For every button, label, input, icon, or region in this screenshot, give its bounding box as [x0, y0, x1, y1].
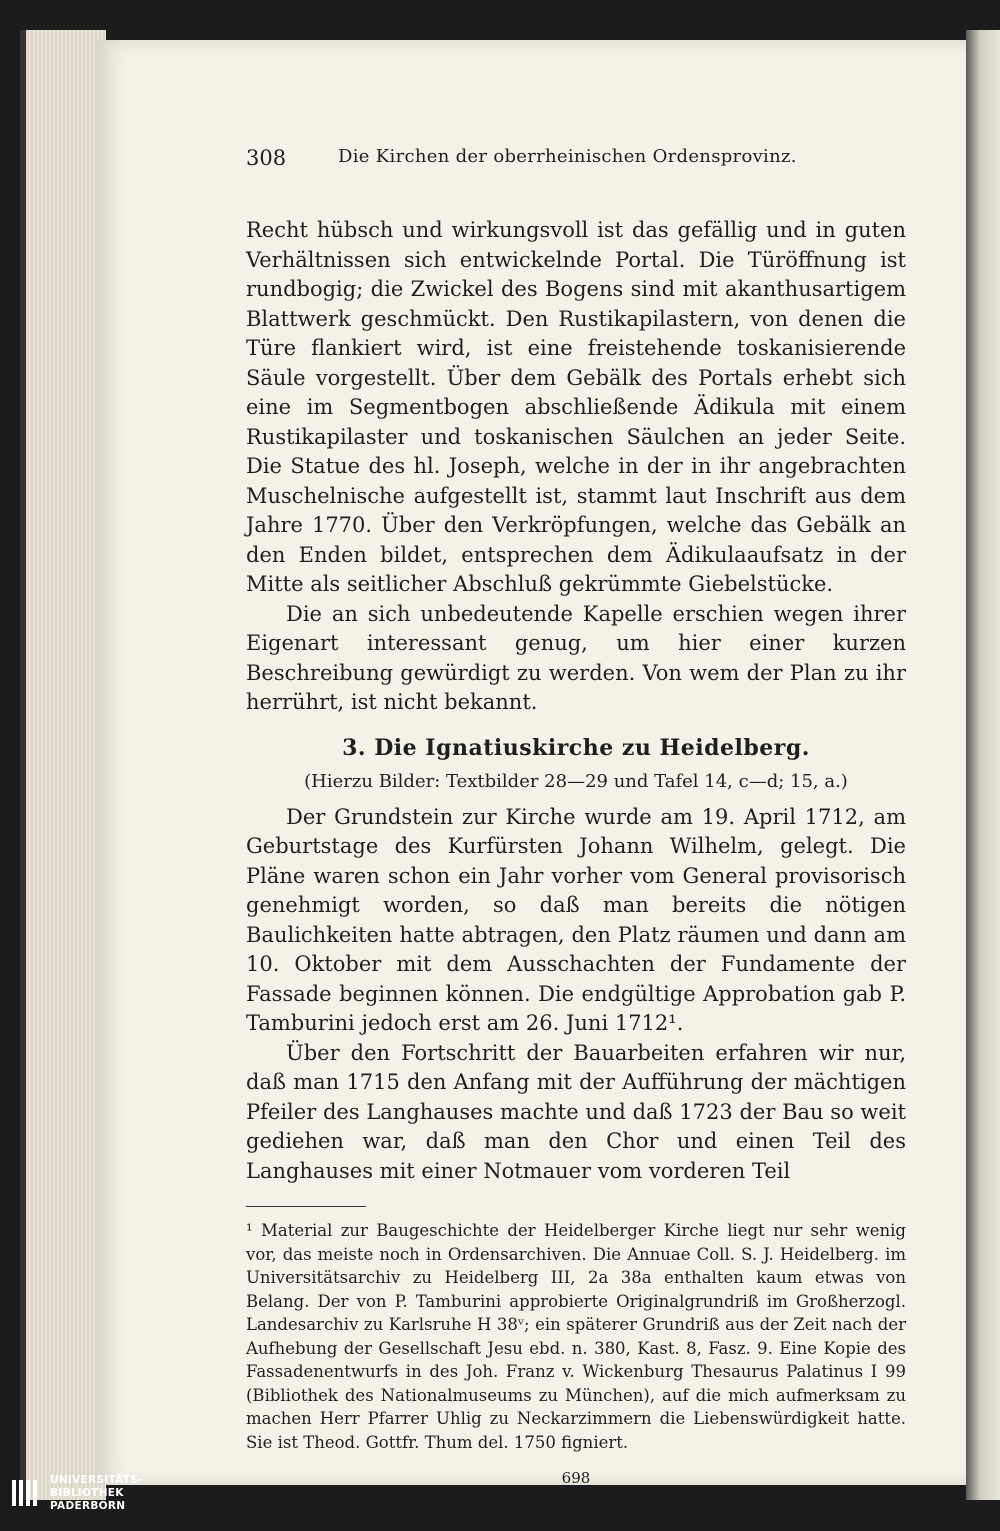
library-logo — [6, 1468, 146, 1526]
book-page-edges — [20, 30, 106, 1500]
paragraph: Der Grundstein zur Kirche wurde am 19. April 1712, am Geburtstage des Kurfürsten Johann Wilhelm, gelegt. Die Pläne waren schon ein Jahr vorher vom General provisorisch genehmigt worden, so daß man bereits die nötigen Baulichkeiten hatte abtragen, den Platz räumen und dann am 10. Oktober mit dem Ausschachten der Fundamente der Fassade beginnen können. Die endgültige Approbation gab P. Tamburini jedoch erst am 26. Juni 1712¹. — [246, 804, 906, 1035]
running-head — [246, 144, 906, 174]
page-number: 308 — [246, 146, 287, 170]
footnote-rule — [246, 1206, 366, 1207]
next-page-edge — [966, 30, 1000, 1500]
footnote: ¹ Material zur Baugeschichte der Heidelberger Kirche liegt nur sehr wenig vor, das meiste noch in Ordensarchiven. Die Annuae Coll. S. J. Heidelberg. im Universitätsarchiv zu Heidelberg III, 2a 38a enthalten kaum etwas von Belang. Der von P. Tamburini approbierte Originalgrundriß im Großherzogl. Landesarchiv zu Karlsruhe H 38ᵛ; ein späterer Grundriß aus der Zeit nach der Aufhebung der Gesellschaft Jesu ebd. n. 380, Kast. 8, Fasz. 9. Eine Kopie des Fassadenentwurfs in des Joh. Franz v. Wickenburg Thesaurus Palatinus I 99 (Bibliothek des Nationalmuseums zu München), auf die mich aufmerksam zu machen Herr Pfarrer Uhlig zu Neckarzimmern die Liebenswürdigkeit hatte. Sie ist Theod. Gottfr. Thum del. 1750 figniert. — [246, 1221, 906, 1452]
logo-line: BIBLIOTHEK — [50, 1487, 124, 1499]
book-page — [96, 40, 970, 1485]
library-logo-text — [50, 1474, 143, 1513]
logo-line: UNIVERSITÄTS- — [50, 1474, 143, 1486]
paragraph: Recht hübsch und wirkungsvoll ist das gefällig und in guten Verhältnissen sich entwickelnde Portal. Die Türöffnung ist rundbogig; die Zwickel des Bogens sind mit akanthusartigem Blattwerk geschmückt. Den Rustikapilastern, von denen die Türe flankiert wird, ist eine freistehende toskanisierende Säule vorgestellt. Über dem Gebälk des Portals erhebt sich eine im Segmentbogen abschließende Ädikula mit einem Rustikapilaster und toskanischen Säulchen an jeder Seite. Die Statue des hl. Joseph, welche in der in ihr angebrachten Muschelnische aufgestellt ist, stammt laut Inschrift aus dem Jahre 1770. Über den Verkröpfungen, welche das Gebälk an den Enden bildet, entsprechen dem Ädikulaaufsatz in der Mitte als seitlicher Abschluß gekrümmte Giebelstücke. — [246, 218, 906, 596]
paragraph: Über den Fortschritt der Bauarbeiten erfahren wir nur, daß man 1715 den Anfang mit der Aufführung der mächtigen Pfeiler des Langhauses machte und daß 1723 der Bau so weit gediehen war, daß man den Chor und einen Teil des Langhauses mit einer Notmauer vom vorderen Teil — [246, 1040, 906, 1183]
section-subtitle: (Hierzu Bilder: Textbilder 28—29 und Tafel 14, c—d; 15, a.) — [304, 771, 848, 792]
running-head-title: Die Kirchen der oberrheinischen Ordensprovinz. — [338, 146, 797, 167]
section-title: 3. Die Ignatiuskirche zu Heidelberg. — [342, 734, 810, 761]
paragraph: Die an sich unbedeutende Kapelle erschien wegen ihrer Eigenart interessant genug, um hier einer kurzen Beschreibung gewürdigt zu werden. Von wem der Plan zu ihr herrührt, ist nicht bekannt. — [246, 601, 906, 714]
body-text — [246, 216, 906, 1494]
library-logo-icon — [10, 1478, 40, 1508]
signature-mark: 698 — [561, 1469, 591, 1487]
logo-line: PADERBORN — [50, 1500, 126, 1512]
